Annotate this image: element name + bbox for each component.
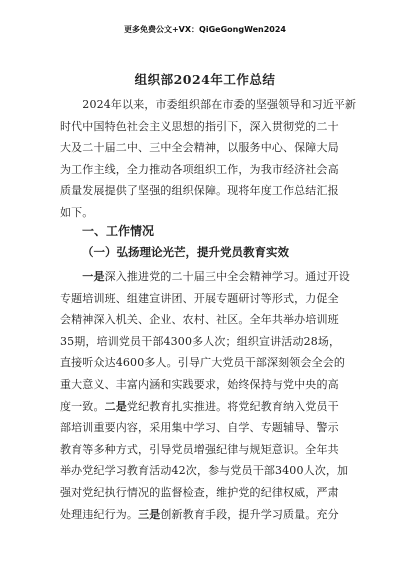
line-text: 部培训重要内容，采用集中学习、自学、专题辅导、警示 bbox=[60, 421, 339, 435]
line-text: 35期，培训党员干部4300多人次；组织宣讲活动28场， bbox=[60, 334, 341, 348]
section-heading: 一、工作情况 bbox=[82, 224, 155, 238]
main-line bbox=[60, 439, 352, 461]
main-line bbox=[60, 288, 352, 310]
main-line bbox=[60, 504, 352, 526]
main-line bbox=[60, 352, 352, 374]
intro-line: 2024年以来，市委组织部在市委的坚强领导和习近平新 bbox=[60, 98, 357, 111]
main-line bbox=[60, 266, 352, 288]
main-line bbox=[60, 309, 352, 331]
main-line bbox=[60, 417, 352, 439]
bold-lead: 三是 bbox=[138, 507, 161, 521]
bold-lead: 二是 bbox=[104, 399, 127, 413]
line-text: 直接听众达4600多人。引导广大党员干部深刻领会全会的 bbox=[60, 356, 346, 370]
intro-line: 大及二十届二中、三中全会精神，以服务中心、保障大局 bbox=[60, 141, 339, 155]
line-text: 度一致。 bbox=[60, 399, 105, 413]
intro-line: 如下。 bbox=[60, 205, 94, 219]
line-text: 专题培训班、组建宣讲团、开展专题研讨等形式，力促全 bbox=[60, 291, 339, 305]
line-text: 重大意义、丰富内涵和实践要求，始终保持与党中央的高 bbox=[60, 377, 339, 391]
line-text: 深入推进党的二十届三中全会精神学习。通过开设 bbox=[104, 270, 350, 283]
intro-line: 质量发展提供了坚强的组织保障。现将年度工作总结汇报 bbox=[60, 184, 339, 198]
main-line bbox=[60, 374, 352, 396]
header-note: 更多免费公文+VX：QiGeGongWen2024 bbox=[123, 25, 286, 34]
line-text: 教育等多种方式，引导党员增强纪律与规矩意识。全年共 bbox=[60, 442, 339, 456]
main-line bbox=[60, 482, 352, 504]
line-text: 强对党纪执行情况的监督检查，维护党的纪律权威，严肃 bbox=[60, 485, 339, 499]
line-text: 会精神深入机关、企业、农村、社区。全年共举办培训班 bbox=[60, 313, 339, 327]
line-text: 创新教育手段，提升学习质量。充分 bbox=[160, 507, 339, 521]
main-line bbox=[60, 331, 352, 353]
line-text: 党纪教育扎实推进。将党纪教育纳入党员干 bbox=[126, 399, 339, 413]
intro-line: 为工作主线，全力推动各项组织工作，为我市经济社会高 bbox=[60, 162, 339, 176]
main-paragraph bbox=[60, 266, 352, 525]
bold-lead: 一是 bbox=[60, 270, 105, 283]
intro-paragraph bbox=[60, 94, 357, 224]
main-line bbox=[60, 460, 352, 482]
line-text: 举办党纪学习教育活动42次，参与党员干部3400人次，加 bbox=[60, 464, 349, 478]
line-text: 处理违纪行为。 bbox=[60, 507, 139, 521]
subsection-heading: （一）弘扬理论光芒，提升党员教育实效 bbox=[82, 245, 289, 259]
main-line bbox=[60, 396, 352, 418]
intro-line: 时代中国特色社会主义思想的指引下，深入贯彻党的二十 bbox=[60, 119, 339, 133]
document-title: 组织部2024年工作总结 bbox=[134, 72, 276, 87]
